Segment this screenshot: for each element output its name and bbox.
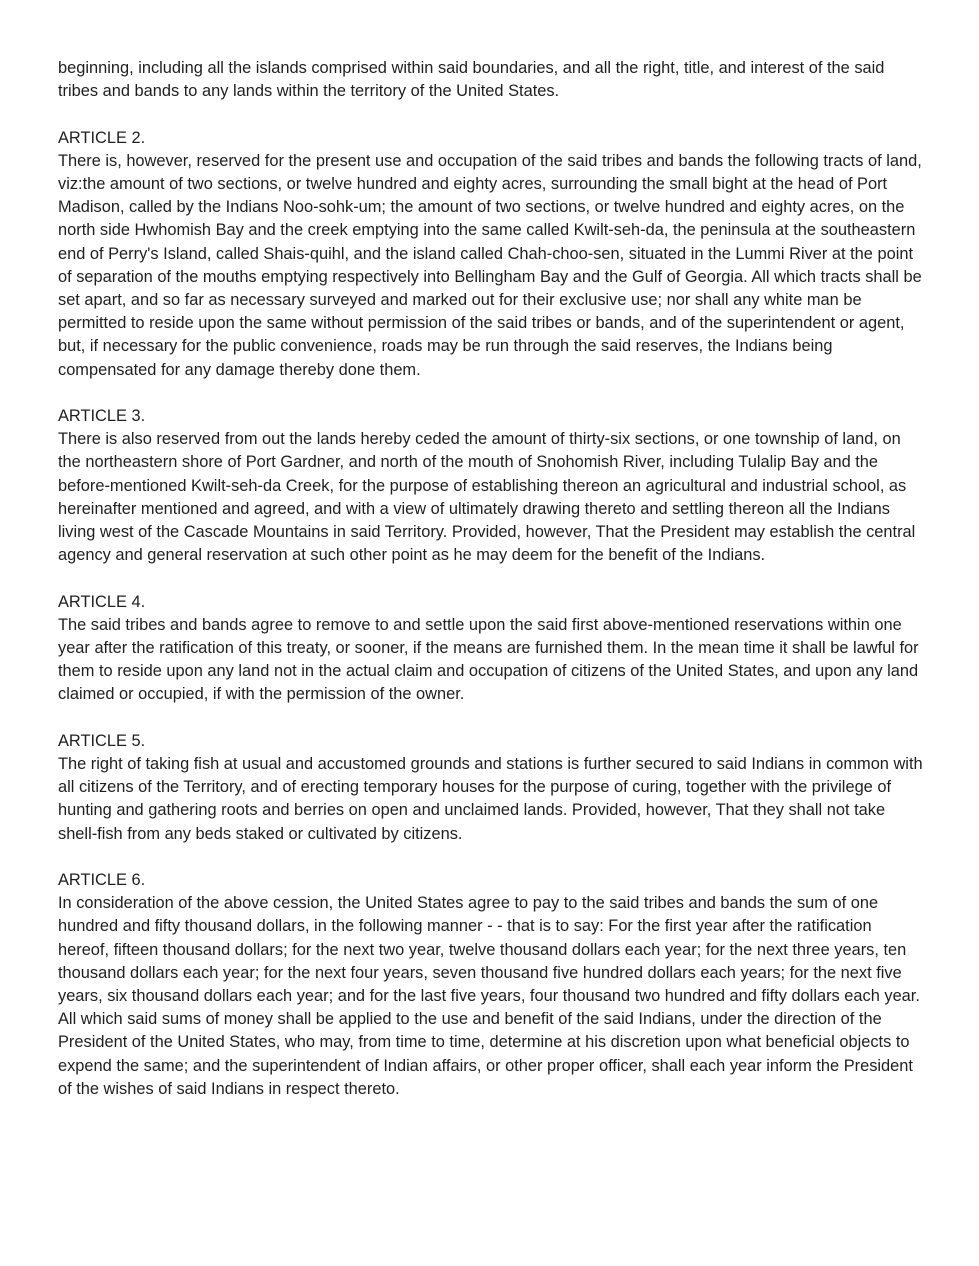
article-2-heading: ARTICLE 2. xyxy=(58,128,146,147)
article-6-paragraph: In consideration of the above cession, the United States agree to pay to the said tribes and bands the sum of one hundred and fifty thousand dollars, in the following manner - - that is to say: For the first year after the ratification hereof, fifteen thousand dollars; for the next two year, twelve thousand dollars each year; for the next three years, ten thousand dollars each year; for the next four years, seven thousand five hundred dollars each years; for the next five years, six thousand dollars each year; and for the last five years, four thousand two hundred and fifty dollars each year. All which said sums of money shall be applied to the use and benefit of the said Indians, under the direction of the President of the United States, who may, from time to time, determine at his discretion upon what beneficial objects to expend the same; and the superintendent of Indian affairs, or other proper officer, shall each year inform the President of the wishes of said Indians in respect thereto. xyxy=(58,894,920,1098)
article-6-heading: ARTICLE 6. xyxy=(58,871,146,890)
article-6-section xyxy=(58,869,924,1101)
article-2-section xyxy=(58,127,924,382)
article-4-section xyxy=(58,591,924,707)
article-5-section xyxy=(58,730,924,846)
intro-section xyxy=(58,57,924,103)
article-4-heading: ARTICLE 4. xyxy=(58,592,146,611)
document-page xyxy=(58,57,924,1124)
article-5-paragraph: The right of taking fish at usual and accustomed grounds and stations is further secured to said Indians in common with all citizens of the Territory, and of erecting temporary houses for the purpose of curing, together with the privilege of hunting and gathering roots and berries on open and unclaimed lands. Provided, however, That they shall not take shell-fish from any beds staked or cultivated by citizens. xyxy=(58,755,923,843)
article-3-heading: ARTICLE 3. xyxy=(58,407,146,426)
article-4-paragraph: The said tribes and bands agree to remove to and settle upon the said first above-mentioned reservations within one year after the ratification of this treaty, or sooner, if the means are furnished them. In the mean time it shall be lawful for them to reside upon any land not in the actual claim and occupation of citizens of the United States, and upon any land claimed or occupied, if with the permission of the owner. xyxy=(58,615,919,704)
article-3-section xyxy=(58,405,924,567)
article-2-paragraph: There is, however, reserved for the present use and occupation of the said tribes and bands the following tracts of land, viz:the amount of two sections, or twelve hundred and eighty acres, surrounding the small bight at the head of Port Madison, called by the Indians Noo-sohk-um; the amount of two sections, or twelve hundred and eighty acres, on the north side Hwhomish Bay and the creek emptying into the same called Kwilt-seh-da, the peninsula at the southeastern end of Perry's Island, called Shais-quihl, and the island called Chah-choo-sen, situated in the Lummi River at the point of separation of the mouths emptying respectively into Bellingham Bay and the Gulf of Georgia. All which tracts shall be set apart, and so far as necessary surveyed and marked out for their exclusive use; nor shall any white man be permitted to reside upon the same without permission of the said tribes or bands, and of the superintendent or agent, but, if necessary for the public convenience, roads may be run through the said reserves, the Indians being compensated for any damage thereby done them. xyxy=(58,151,922,379)
article-3-paragraph: There is also reserved from out the lands hereby ceded the amount of thirty-six sections, or one township of land, on the northeastern shore of Port Gardner, and north of the mouth of Snohomish River, including Tulalip Bay and the before-mentioned Kwilt-seh-da Creek, for the purpose of establishing thereon an agricultural and industrial school, as hereinafter mentioned and agreed, and with a view of ultimately drawing thereto and settling thereon all the Indians living west of the Cascade Mountains in said Territory. Provided, however, That the President may establish the central agency and general reservation at such other point as he may deem for the benefit of the Indians. xyxy=(58,430,916,565)
article-5-heading: ARTICLE 5. xyxy=(58,731,146,750)
intro-paragraph: beginning, including all the islands comprised within said boundaries, and all the right, title, and interest of the said tribes and bands to any lands within the territory of the United States. xyxy=(58,59,885,101)
